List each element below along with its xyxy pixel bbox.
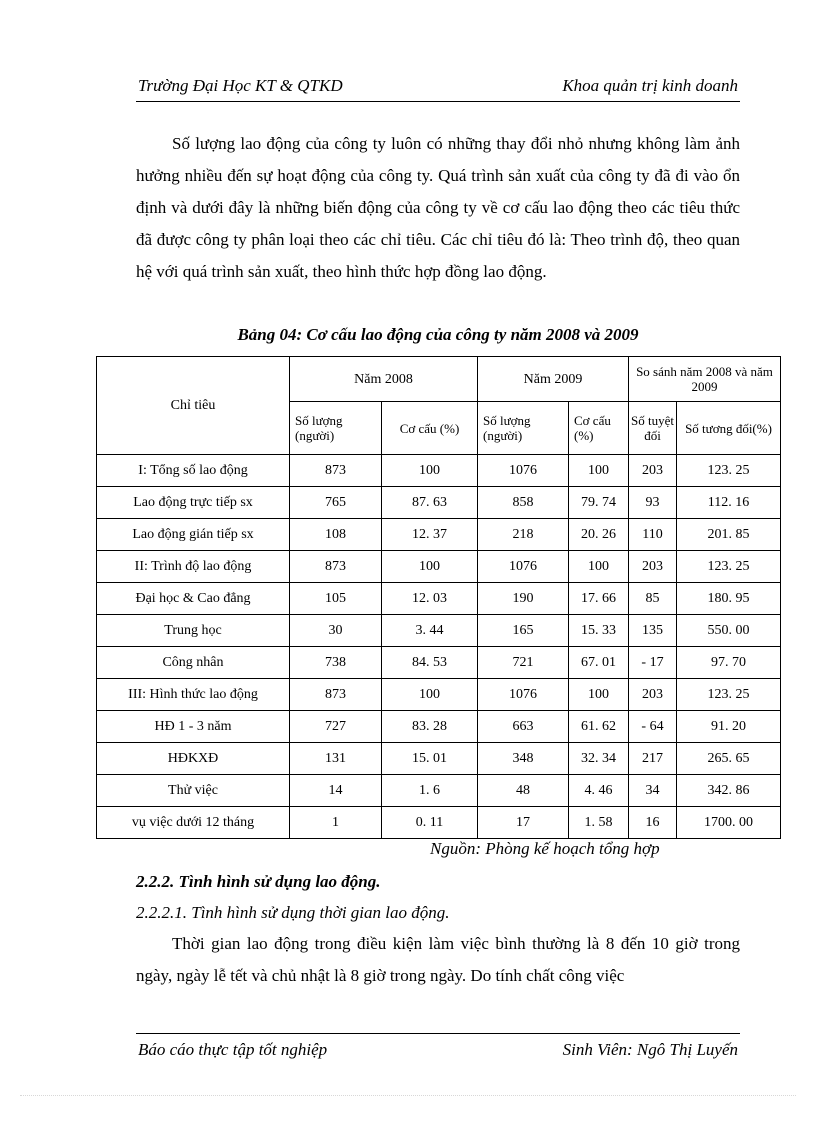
row-so-tuong-doi: 123. 25: [677, 679, 781, 711]
row-so-tuong-doi: 91. 20: [677, 711, 781, 743]
row-so-tuyet-doi: 135: [629, 615, 677, 647]
row-label: I: Tổng số lao động: [97, 455, 290, 487]
footer-report-title: Báo cáo thực tập tốt nghiệp: [138, 1040, 328, 1059]
row-so-luong-2008: 727: [290, 711, 382, 743]
header-so-luong-2008: Số lượng (người): [290, 402, 382, 455]
table-row: [97, 519, 781, 551]
row-so-tuyet-doi: 93: [629, 487, 677, 519]
row-co-cau-2008: 87. 63: [382, 487, 478, 519]
row-co-cau-2008: 15. 01: [382, 743, 478, 775]
row-so-luong-2008: 14: [290, 775, 382, 807]
row-so-tuong-doi: 1700. 00: [677, 807, 781, 839]
row-so-luong-2008: 30: [290, 615, 382, 647]
row-co-cau-2008: 12. 37: [382, 519, 478, 551]
row-label: Đại học & Cao đẳng: [97, 583, 290, 615]
intro-paragraph: Số lượng lao động của công ty luôn có những thay đổi nhỏ nhưng không làm ảnh hưởng nhiều đến sự hoạt động của công ty. Quá trình sản xuất của công ty đã đi vào ổn định và dưới đây là những biến động của công ty về cơ cấu lao động theo các tiêu thức đã được công ty phân loại theo các chỉ tiêu. Các chỉ tiêu đó là: Theo trình độ, theo quan hệ với quá trình sản xuất, theo hình thức hợp đồng lao động.: [136, 134, 740, 281]
row-co-cau-2009: 1. 58: [569, 807, 629, 839]
row-co-cau-2008: 1. 6: [382, 775, 478, 807]
body-paragraph: Thời gian lao động trong điều kiện làm việc bình thường là 8 đến 10 giờ trong ngày, ngày lễ tết và chủ nhật là 8 giờ trong ngày. Do tính chất công việc: [136, 934, 740, 985]
row-so-luong-2009: 663: [478, 711, 569, 743]
labor-structure-table: [96, 356, 781, 839]
row-so-luong-2008: 873: [290, 455, 382, 487]
row-so-tuyet-doi: - 64: [629, 711, 677, 743]
table-row: [97, 551, 781, 583]
row-co-cau-2009: 15. 33: [569, 615, 629, 647]
footer-divider: [136, 1033, 740, 1034]
row-so-luong-2008: 108: [290, 519, 382, 551]
header-so-tuyet-doi: Số tuyệt đối: [629, 402, 677, 455]
row-so-tuong-doi: 550. 00: [677, 615, 781, 647]
row-so-luong-2009: 1076: [478, 679, 569, 711]
row-so-tuong-doi: 342. 86: [677, 775, 781, 807]
row-so-luong-2009: 218: [478, 519, 569, 551]
row-co-cau-2009: 79. 74: [569, 487, 629, 519]
row-co-cau-2009: 67. 01: [569, 647, 629, 679]
table-row: [97, 711, 781, 743]
header-co-cau-2009: Cơ cấu (%): [569, 402, 629, 455]
header-co-cau-2008: Cơ cấu (%): [382, 402, 478, 455]
row-co-cau-2009: 100: [569, 679, 629, 711]
row-so-luong-2009: 858: [478, 487, 569, 519]
table-source: Nguồn: Phòng kế hoạch tổng hợp: [430, 839, 660, 858]
row-so-tuyet-doi: 16: [629, 807, 677, 839]
row-so-tuong-doi: 112. 16: [677, 487, 781, 519]
header-nam-2009: Năm 2009: [478, 357, 629, 402]
row-co-cau-2009: 32. 34: [569, 743, 629, 775]
row-so-tuong-doi: 180. 95: [677, 583, 781, 615]
row-so-tuyet-doi: 203: [629, 455, 677, 487]
row-label: II: Trình độ lao động: [97, 551, 290, 583]
header-so-tuong-doi: Số tương đối(%): [677, 402, 781, 455]
row-label: HĐ 1 - 3 năm: [97, 711, 290, 743]
row-so-tuyet-doi: - 17: [629, 647, 677, 679]
row-so-luong-2009: 1076: [478, 455, 569, 487]
table-row: [97, 743, 781, 775]
table-row: [97, 487, 781, 519]
table-row: [97, 615, 781, 647]
header-school: Trường Đại Học KT & QTKD: [138, 76, 343, 95]
row-co-cau-2009: 4. 46: [569, 775, 629, 807]
row-co-cau-2008: 100: [382, 679, 478, 711]
row-label: Công nhân: [97, 647, 290, 679]
row-co-cau-2008: 3. 44: [382, 615, 478, 647]
row-co-cau-2008: 100: [382, 455, 478, 487]
header-so-luong-2009: Số lượng (người): [478, 402, 569, 455]
row-co-cau-2009: 100: [569, 455, 629, 487]
row-so-luong-2009: 48: [478, 775, 569, 807]
row-so-luong-2008: 1: [290, 807, 382, 839]
row-label: Thử việc: [97, 775, 290, 807]
row-so-tuong-doi: 201. 85: [677, 519, 781, 551]
row-so-tuyet-doi: 203: [629, 679, 677, 711]
row-so-luong-2008: 105: [290, 583, 382, 615]
row-so-tuong-doi: 123. 25: [677, 551, 781, 583]
page-bottom-dotted-line: [20, 1095, 796, 1096]
table-row: [97, 455, 781, 487]
row-so-luong-2009: 1076: [478, 551, 569, 583]
table-row: [97, 679, 781, 711]
row-so-tuyet-doi: 85: [629, 583, 677, 615]
table-header-row-1: [97, 357, 781, 402]
header-so-sanh: So sánh năm 2008 và năm 2009: [629, 357, 781, 402]
row-co-cau-2009: 20. 26: [569, 519, 629, 551]
row-label: Lao động gián tiếp sx: [97, 519, 290, 551]
row-so-luong-2008: 738: [290, 647, 382, 679]
row-label: Lao động trực tiếp sx: [97, 487, 290, 519]
subsection-heading: 2.2.2.1. Tình hình sử dụng thời gian lao động.: [136, 903, 450, 922]
row-so-tuyet-doi: 217: [629, 743, 677, 775]
row-co-cau-2008: 84. 53: [382, 647, 478, 679]
row-so-tuyet-doi: 34: [629, 775, 677, 807]
row-so-luong-2008: 873: [290, 679, 382, 711]
row-so-luong-2008: 131: [290, 743, 382, 775]
header-divider: [136, 101, 740, 102]
table-row: [97, 647, 781, 679]
row-co-cau-2008: 12. 03: [382, 583, 478, 615]
row-label: Trung học: [97, 615, 290, 647]
row-so-luong-2009: 721: [478, 647, 569, 679]
row-label: HĐKXĐ: [97, 743, 290, 775]
row-so-luong-2009: 165: [478, 615, 569, 647]
row-co-cau-2009: 61. 62: [569, 711, 629, 743]
page-footer: [138, 1040, 738, 1064]
row-so-luong-2009: 190: [478, 583, 569, 615]
row-co-cau-2008: 0. 11: [382, 807, 478, 839]
table-row: [97, 807, 781, 839]
table-row: [97, 775, 781, 807]
section-heading: 2.2.2. Tình hình sử dụng lao động.: [136, 872, 381, 891]
row-so-tuyet-doi: 110: [629, 519, 677, 551]
row-label: III: Hình thức lao động: [97, 679, 290, 711]
row-so-luong-2008: 765: [290, 487, 382, 519]
row-so-tuong-doi: 265. 65: [677, 743, 781, 775]
row-so-tuyet-doi: 203: [629, 551, 677, 583]
footer-student-name: Sinh Viên: Ngô Thị Luyến: [562, 1040, 738, 1059]
row-so-luong-2009: 348: [478, 743, 569, 775]
row-co-cau-2008: 100: [382, 551, 478, 583]
row-co-cau-2009: 17. 66: [569, 583, 629, 615]
row-co-cau-2008: 83. 28: [382, 711, 478, 743]
row-so-luong-2009: 17: [478, 807, 569, 839]
row-co-cau-2009: 100: [569, 551, 629, 583]
header-faculty: Khoa quản trị kinh doanh: [562, 76, 738, 95]
row-label: vụ việc dưới 12 tháng: [97, 807, 290, 839]
table-caption: Bảng 04: Cơ cấu lao động của công ty năm 2008 và 2009: [237, 325, 639, 344]
row-so-tuong-doi: 123. 25: [677, 455, 781, 487]
table-row: [97, 583, 781, 615]
row-so-tuong-doi: 97. 70: [677, 647, 781, 679]
header-nam-2008: Năm 2008: [290, 357, 478, 402]
row-so-luong-2008: 873: [290, 551, 382, 583]
header-chi-tieu: Chỉ tiêu: [97, 357, 290, 455]
page-header: [138, 76, 738, 100]
